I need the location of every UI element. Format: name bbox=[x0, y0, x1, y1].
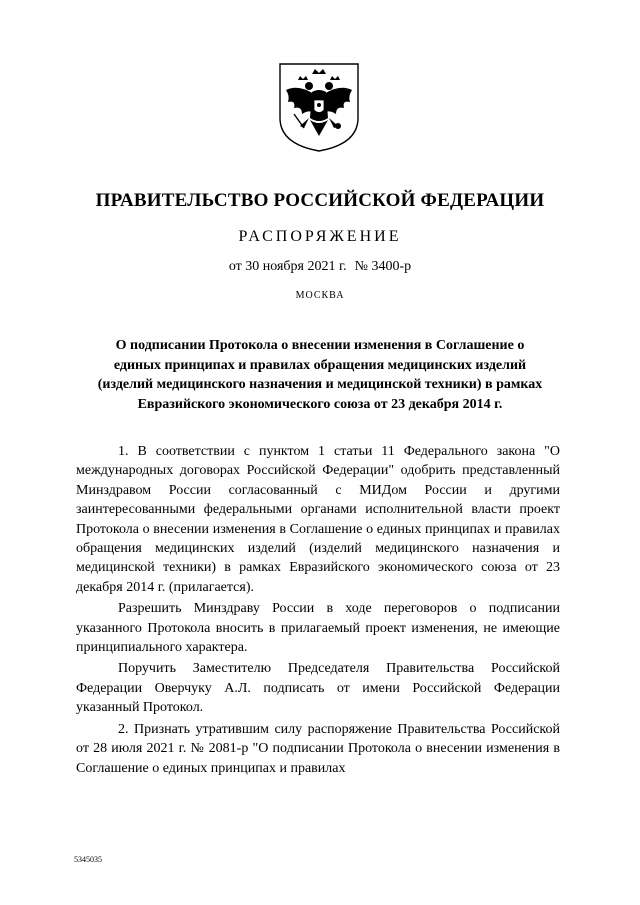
body-paragraph: 1. В соответствии с пунктом 1 статьи 11 Федерального закона "О международных договорах Российской Федерации" одобрить представленный Минздравом России согласованный с МИДом России и другими заинтересованными федеральными органами исполнительной власти проект Протокола о внесении изменения в Соглашение о единых принципах и правилах обращения медицинских изделий (изделий медицинского назначения и медицинской техники) в рамках Евразийского экономического союза от 23 декабря 2014 г. (прилагается). bbox=[76, 444, 560, 595]
document-date: от 30 ноября 2021 г. bbox=[228, 259, 347, 274]
body-paragraph: 2. Признать утратившим силу распоряжение Правительства Российской от 28 июля 2021 г. № 2081-р "О подписании Протокола о внесении изменения в Соглашение о единых принципах и правилах bbox=[76, 721, 560, 776]
document-body bbox=[76, 442, 560, 780]
issuing-authority-title: ПРАВИТЕЛЬСТВО РОССИЙСКОЙ ФЕДЕРАЦИИ bbox=[95, 190, 545, 211]
document-date-line bbox=[0, 259, 640, 275]
document-footer-code: 5345035 bbox=[74, 855, 102, 864]
subject-line: Евразийского экономического союза от 23 декабря 2014 г. bbox=[137, 396, 503, 412]
body-paragraph: Поручить Заместителю Председателя Правительства Российской Федерации Оверчуку А.Л. подписать от имени Российской Федерации указанный Протокол. bbox=[76, 661, 560, 716]
document-city: МОСКВА bbox=[295, 290, 345, 301]
document-type: РАСПОРЯЖЕНИЕ bbox=[238, 228, 402, 245]
subject-line: (изделий медицинского назначения и медицинской техники) в рамках bbox=[97, 377, 543, 392]
subject-line: О подписании Протокола о внесении изменения в Соглашение о bbox=[115, 338, 525, 353]
document-subject bbox=[78, 336, 562, 414]
coat-of-arms-icon bbox=[276, 60, 362, 154]
body-paragraph: Разрешить Минздраву России в ходе переговоров о подписании указанного Протокола вносить в прилагаемый проект изменения, не имеющие принципиального характера. bbox=[76, 601, 560, 656]
document-number: № 3400-р bbox=[354, 259, 412, 274]
subject-line: единых принципах и правилах обращения медицинских изделий bbox=[113, 357, 527, 373]
